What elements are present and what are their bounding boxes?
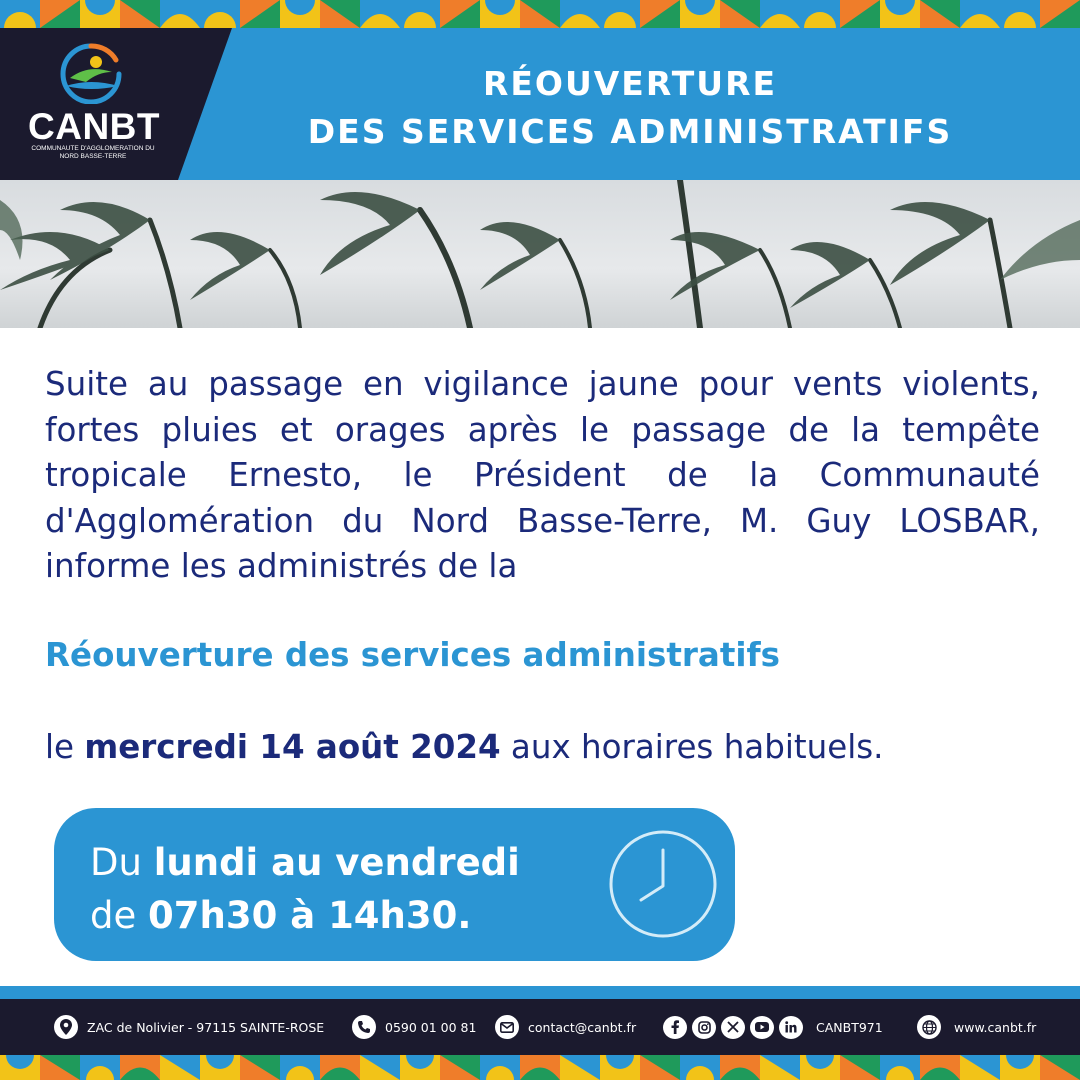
title-line-2: DES SERVICES ADMINISTRATIFS <box>307 112 953 151</box>
opening-hours-box <box>54 808 735 961</box>
email-icon <box>495 1015 519 1039</box>
footer-contact-bar <box>0 999 1080 1055</box>
youtube-icon[interactable] <box>750 1016 774 1039</box>
footer-accent-bar <box>0 986 1080 999</box>
hours-times-prefix: de <box>90 894 149 937</box>
footer-social <box>663 999 883 1055</box>
reopening-headline: Réouverture des services administratifs <box>45 636 780 674</box>
location-pin-icon <box>54 1015 78 1039</box>
hours-times <box>90 894 471 937</box>
hours-times-value: 07h30 à 14h30. <box>148 894 472 937</box>
date-prefix: le <box>45 728 85 766</box>
brand-subtitle: COMMUNAUTE D'AGGLOMERATION DU NORD BASSE-TERRE <box>31 145 155 160</box>
website-text: www.canbt.fr <box>954 1019 1037 1035</box>
hours-days-prefix: Du <box>90 841 154 884</box>
x-icon[interactable] <box>721 1016 745 1039</box>
phone-icon <box>352 1015 376 1039</box>
footer-phone[interactable] <box>352 999 476 1055</box>
intro-paragraph: Suite au passage en vigilance jaune pour vents violents, fortes pluies et orages après le passage de la tempête tropicale Ernesto, le Président de la Communauté d'Agglomération du Nord Basse-Terre, M. Guy LOSBAR, informe les administrés de la <box>45 365 1040 585</box>
top-decorative-pattern <box>0 0 1080 28</box>
bottom-decorative-pattern <box>0 1055 1080 1080</box>
footer-email[interactable] <box>495 999 636 1055</box>
header-banner <box>0 28 1080 180</box>
footer-address <box>54 999 324 1055</box>
canbt-logo-icon <box>58 42 124 104</box>
page-title <box>250 60 1010 156</box>
clock-icon <box>607 828 719 940</box>
linkedin-icon[interactable] <box>779 1016 803 1039</box>
globe-icon <box>917 1015 941 1039</box>
title-line-1: RÉOUVERTURE <box>482 64 778 103</box>
hours-days <box>90 841 520 884</box>
date-suffix: aux horaires habituels. <box>500 728 884 766</box>
storm-palm-trees-photo <box>0 180 1080 328</box>
footer-website[interactable] <box>917 999 1036 1055</box>
brand-name: CANBT <box>28 106 160 147</box>
reopening-date-line <box>45 728 884 766</box>
reopening-date: mercredi 14 août 2024 <box>84 728 501 766</box>
phone-text: 0590 01 00 81 <box>385 1019 477 1035</box>
facebook-icon[interactable] <box>663 1016 687 1039</box>
email-text: contact@canbt.fr <box>528 1019 637 1035</box>
social-handle: CANBT971 <box>816 1019 883 1035</box>
hours-days-value: lundi au vendredi <box>153 841 520 884</box>
address-text: ZAC de Nolivier - 97115 SAINTE-ROSE <box>87 1019 325 1035</box>
instagram-icon[interactable] <box>692 1016 716 1039</box>
